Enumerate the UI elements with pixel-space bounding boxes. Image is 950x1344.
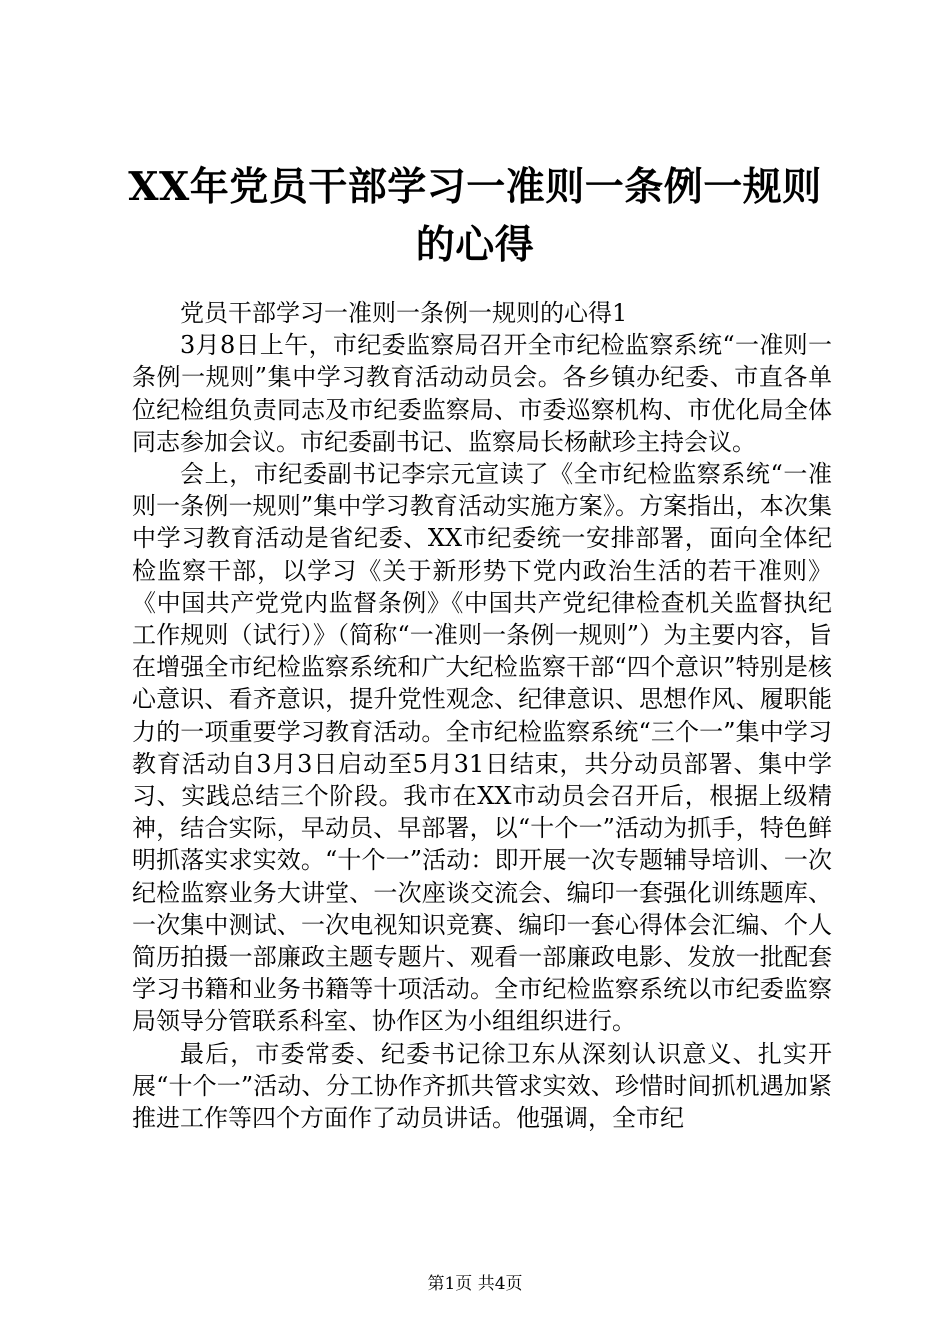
document-body	[132, 297, 832, 1134]
paragraph: 最后，市委常委、纪委书记徐卫东从深刻认识意义、扎实开展“十个一”活动、分工协作齐抓共管求实效、珍惜时间抓机遇加紧推进工作等四个方面作了动员讲话。他强调，全市纪	[132, 1039, 832, 1133]
paragraph: 会上，市纪委副书记李宗元宣读了《全市纪检监察系统“一准则一条例一规则”集中学习教育活动实施方案》。方案指出，本次集中学习教育活动是省纪委、XX市纪委统一安排部署，面向全体纪检监察干部，以学习《关于新形势下党内政治生活的若干准则》《中国共产党党内监督条例》《中国共产党纪律检查机关监督执纪工作规则（试行）》（简称“一准则一条例一规则”）为主要内容，旨在增强全市纪检监察系统和广大纪检监察干部“四个意识”特别是核心意识、看齐意识，提升党性观念、纪律意识、思想作风、履职能力的一项重要学习教育活动。全市纪检监察系统“三个一”集中学习教育活动自3月3日启动至5月31日结束，共分动员部署、集中学习、实践总结三个阶段。我市在XX市动员会召开后，根据上级精神，结合实际，早动员、早部署，以“十个一”活动为抓手，特色鲜明抓落实求实效。“十个一”活动：即开展一次专题辅导培训、一次纪检监察业务大讲堂、一次座谈交流会、编印一套强化训练题库、一次集中测试、一次电视知识竞赛、编印一套心得体会汇编、个人简历拍摄一部廉政主题专题片、观看一部廉政电影、发放一批配套学习书籍和业务书籍等十项活动。全市纪检监察系统以市纪委监察局领导分管联系科室、协作区为小组组织进行。	[132, 460, 832, 1036]
paragraph: 3月8日上午，市纪委监察局召开全市纪检监察系统“一准则一条例一规则”集中学习教育活动动员会。各乡镇办纪委、市直各单位纪检组负责同志及市纪委监察局、市委巡察机构、市优化局全体同志参加会议。市纪委副书记、监察局长杨献珍主持会议。	[132, 331, 832, 456]
page-footer: 第1页 共4页	[427, 1274, 523, 1294]
document-title: XX年党员干部学习一准则一条例一规则的心得	[128, 164, 822, 268]
paragraph-subtitle: 党员干部学习一准则一条例一规则的心得1	[180, 299, 628, 327]
